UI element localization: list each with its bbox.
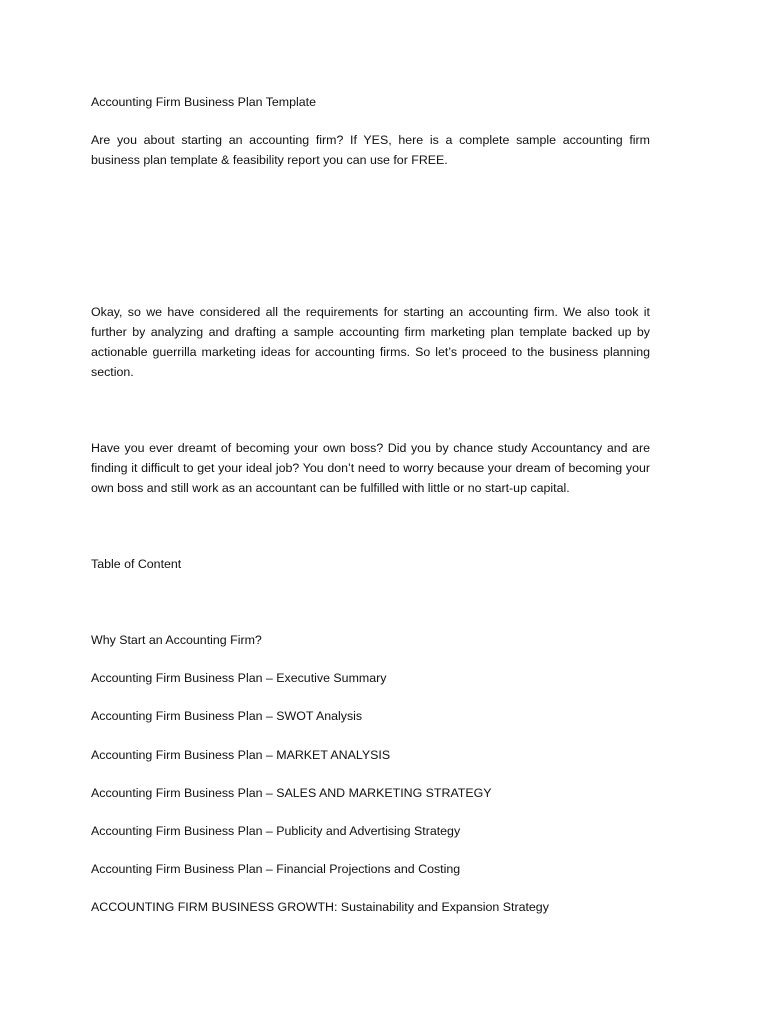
toc-item: Accounting Firm Business Plan – MARKET ANALYSIS xyxy=(91,747,391,762)
document-title: Accounting Firm Business Plan Template xyxy=(91,95,316,109)
table-of-contents xyxy=(91,630,691,936)
own-boss-paragraph: Have you ever dreamt of becoming your own boss? Did you by chance study Accountancy and are finding it difficult to get your ideal job? You don’t need to worry because your dream of becoming your own boss and still work as an accountant can be fulfilled with little or no start-up capital. xyxy=(91,441,650,495)
toc-item: Accounting Firm Business Plan – Publicity and Advertising Strategy xyxy=(91,823,461,838)
toc-item: Accounting Firm Business Plan – Executive Summary xyxy=(91,671,387,686)
toc-item: Accounting Firm Business Plan – SWOT Analysis xyxy=(91,709,363,724)
toc-item: Accounting Firm Business Plan – SALES AND MARKETING STRATEGY xyxy=(91,785,492,800)
toc-item: Accounting Firm Business Plan – Financial Projections and Costing xyxy=(91,862,461,877)
intro-paragraph: Are you about starting an accounting firm? If YES, here is a complete sample accounting firm business plan template & feasibility report you can use for FREE. xyxy=(91,133,650,167)
toc-item: ACCOUNTING FIRM BUSINESS GROWTH: Sustainability and Expansion Strategy xyxy=(91,900,549,915)
toc-heading: Table of Content xyxy=(91,557,182,571)
requirements-paragraph: Okay, so we have considered all the requirements for starting an accounting firm. We also took it further by analyzing and drafting a sample accounting firm marketing plan template backed up by actionable guerrilla marketing ideas for accounting firms. So let’s proceed to the business planning section. xyxy=(91,305,650,379)
toc-item: Why Start an Accounting Firm? xyxy=(91,633,262,647)
